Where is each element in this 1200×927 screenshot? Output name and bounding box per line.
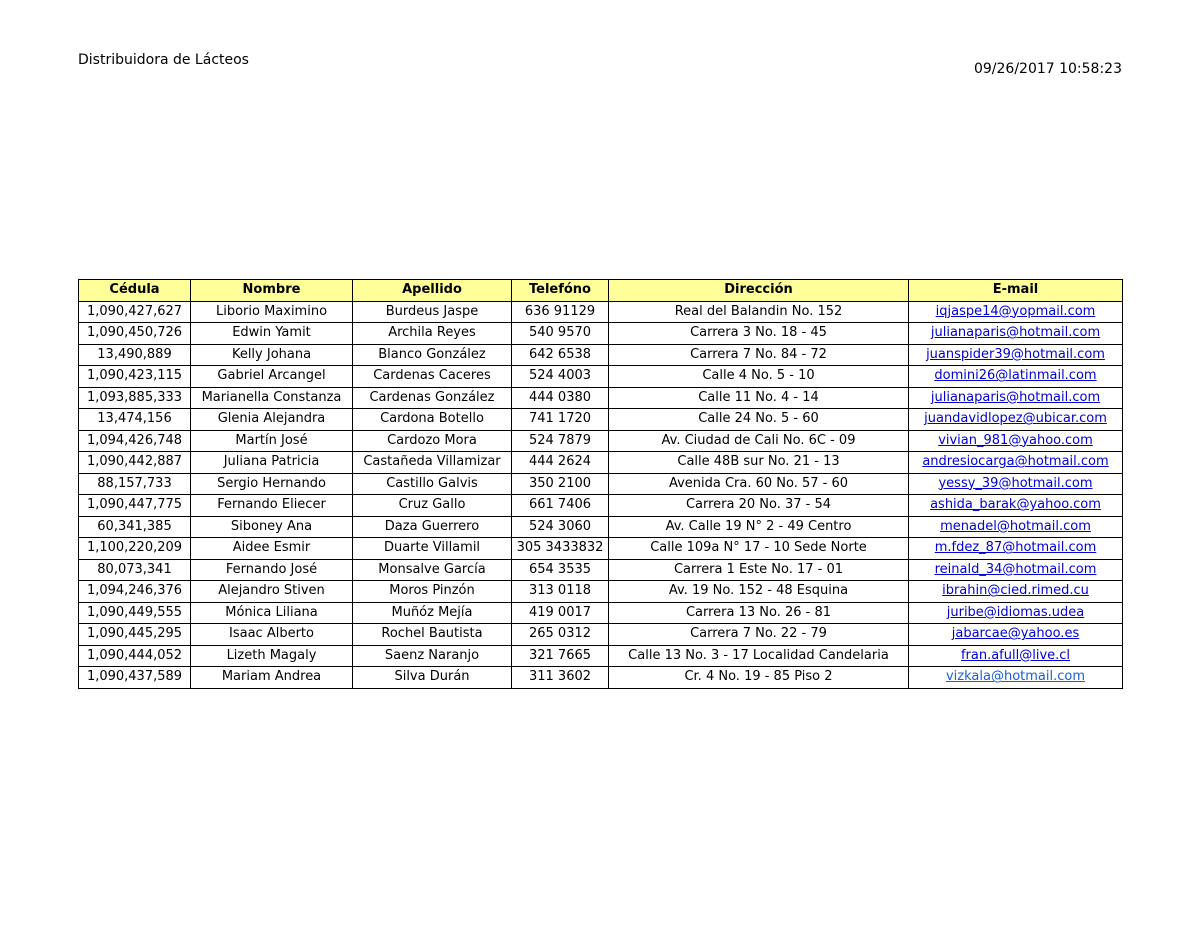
telefono-cell: 654 3535 [512, 559, 609, 581]
table-row [79, 667, 1123, 689]
column-header-email: E-mail [909, 280, 1123, 302]
nombre-cell: Alejandro Stiven [191, 581, 353, 603]
direccion-cell: Carrera 3 No. 18 - 45 [609, 323, 909, 345]
table-row [79, 538, 1123, 560]
nombre-cell: Isaac Alberto [191, 624, 353, 646]
nombre-cell: Fernando José [191, 559, 353, 581]
apellido-cell: Castañeda Villamizar [353, 452, 512, 474]
table-row [79, 624, 1123, 646]
table-row [79, 473, 1123, 495]
column-header-apellido: Apellido [353, 280, 512, 302]
apellido-cell: Archila Reyes [353, 323, 512, 345]
direccion-cell: Calle 4 No. 5 - 10 [609, 366, 909, 388]
column-header-cedula: Cédula [79, 280, 191, 302]
cedula-cell: 1,090,427,627 [79, 301, 191, 323]
print-timestamp: 09/26/2017 10:58:23 [973, 61, 1122, 77]
apellido-cell: Cardozo Mora [353, 430, 512, 452]
telefono-cell: 350 2100 [512, 473, 609, 495]
telefono-cell: 444 2624 [512, 452, 609, 474]
column-header-direccion: Dirección [609, 280, 909, 302]
table-row [79, 602, 1123, 624]
telefono-cell: 636 91129 [512, 301, 609, 323]
direccion-cell: Calle 24 No. 5 - 60 [609, 409, 909, 431]
nombre-cell: Glenia Alejandra [191, 409, 353, 431]
table-row [79, 581, 1123, 603]
telefono-cell: 661 7406 [512, 495, 609, 517]
nombre-cell: Sergio Hernando [191, 473, 353, 495]
table-row [79, 301, 1123, 323]
cedula-cell: 13,474,156 [79, 409, 191, 431]
cedula-cell: 13,490,889 [79, 344, 191, 366]
nombre-cell: Lizeth Magaly [191, 645, 353, 667]
telefono-cell: 311 3602 [512, 667, 609, 689]
column-header-telefono: Telefóno [512, 280, 609, 302]
apellido-cell: Cruz Gallo [353, 495, 512, 517]
nombre-cell: Edwin Yamit [191, 323, 353, 345]
cedula-cell: 1,090,442,887 [79, 452, 191, 474]
cedula-cell: 1,093,885,333 [79, 387, 191, 409]
direccion-cell: Calle 13 No. 3 - 17 Localidad Candelaria [609, 645, 909, 667]
apellido-cell: Cardenas González [353, 387, 512, 409]
nombre-cell: Siboney Ana [191, 516, 353, 538]
telefono-cell: 313 0118 [512, 581, 609, 603]
apellido-cell: Silva Durán [353, 667, 512, 689]
email-link[interactable]: vivian_981@yahoo.com [909, 430, 1123, 452]
email-link[interactable]: iqjaspe14@yopmail.com [909, 301, 1123, 323]
cedula-cell: 80,073,341 [79, 559, 191, 581]
cedula-cell: 1,090,445,295 [79, 624, 191, 646]
header-row [79, 280, 1123, 302]
nombre-cell: Mariam Andrea [191, 667, 353, 689]
direccion-cell: Real del Balandin No. 152 [609, 301, 909, 323]
direccion-cell: Av. Calle 19 N° 2 - 49 Centro [609, 516, 909, 538]
direccion-cell: Calle 11 No. 4 - 14 [609, 387, 909, 409]
direccion-cell: Av. Ciudad de Cali No. 6C - 09 [609, 430, 909, 452]
email-link[interactable]: ashida_barak@yahoo.com [909, 495, 1123, 517]
email-link[interactable]: menadel@hotmail.com [909, 516, 1123, 538]
direccion-cell: Carrera 13 No. 26 - 81 [609, 602, 909, 624]
cedula-cell: 1,090,437,589 [79, 667, 191, 689]
email-link[interactable]: juribe@idiomas.udea [909, 602, 1123, 624]
apellido-cell: Burdeus Jaspe [353, 301, 512, 323]
apellido-cell: Saenz Naranjo [353, 645, 512, 667]
apellido-cell: Duarte Villamil [353, 538, 512, 560]
cedula-cell: 1,094,426,748 [79, 430, 191, 452]
table-row [79, 495, 1123, 517]
nombre-cell: Fernando Eliecer [191, 495, 353, 517]
nombre-cell: Liborio Maximino [191, 301, 353, 323]
table-row [79, 344, 1123, 366]
email-link[interactable]: domini26@latinmail.com [909, 366, 1123, 388]
cedula-cell: 1,090,444,052 [79, 645, 191, 667]
table-row [79, 516, 1123, 538]
apellido-cell: Muñóz Mejía [353, 602, 512, 624]
telefono-cell: 321 7665 [512, 645, 609, 667]
apellido-cell: Cardenas Caceres [353, 366, 512, 388]
apellido-cell: Cardona Botello [353, 409, 512, 431]
direccion-cell: Avenida Cra. 60 No. 57 - 60 [609, 473, 909, 495]
table-body [79, 301, 1123, 688]
email-link[interactable]: jabarcae@yahoo.es [909, 624, 1123, 646]
cedula-cell: 1,090,449,555 [79, 602, 191, 624]
telefono-cell: 265 0312 [512, 624, 609, 646]
telefono-cell: 305 3433832 [512, 538, 609, 560]
direccion-cell: Calle 109a N° 17 - 10 Sede Norte [609, 538, 909, 560]
contacts-table [78, 279, 1123, 689]
telefono-cell: 524 4003 [512, 366, 609, 388]
table-row [79, 452, 1123, 474]
telefono-cell: 444 0380 [512, 387, 609, 409]
nombre-cell: Marianella Constanza [191, 387, 353, 409]
nombre-cell: Kelly Johana [191, 344, 353, 366]
cedula-cell: 88,157,733 [79, 473, 191, 495]
email-link[interactable]: m.fdez_87@hotmail.com [909, 538, 1123, 560]
telefono-cell: 419 0017 [512, 602, 609, 624]
cedula-cell: 1,100,220,209 [79, 538, 191, 560]
telefono-cell: 741 1720 [512, 409, 609, 431]
direccion-cell: Carrera 1 Este No. 17 - 01 [609, 559, 909, 581]
email-link[interactable]: vizkala@hotmail.com [909, 667, 1123, 689]
email-link[interactable]: juandavidlopez@ubicar.com [909, 409, 1123, 431]
column-header-nombre: Nombre [191, 280, 353, 302]
direccion-cell: Carrera 7 No. 84 - 72 [609, 344, 909, 366]
email-link[interactable]: julianaparis@hotmail.com [909, 323, 1123, 345]
nombre-cell: Martín José [191, 430, 353, 452]
email-link[interactable]: reinald_34@hotmail.com [909, 559, 1123, 581]
apellido-cell: Blanco González [353, 344, 512, 366]
company-name: Distribuidora de Lácteos [78, 52, 249, 68]
table-row [79, 387, 1123, 409]
apellido-cell: Rochel Bautista [353, 624, 512, 646]
apellido-cell: Monsalve García [353, 559, 512, 581]
table-row [79, 430, 1123, 452]
email-link[interactable]: fran.afull@live.cl [909, 645, 1123, 667]
email-link[interactable]: juanspider39@hotmail.com [909, 344, 1123, 366]
cedula-cell: 60,341,385 [79, 516, 191, 538]
direccion-cell: Calle 48B sur No. 21 - 13 [609, 452, 909, 474]
email-link[interactable]: yessy_39@hotmail.com [909, 473, 1123, 495]
direccion-cell: Cr. 4 No. 19 - 85 Piso 2 [609, 667, 909, 689]
direccion-cell: Carrera 7 No. 22 - 79 [609, 624, 909, 646]
apellido-cell: Moros Pinzón [353, 581, 512, 603]
email-link[interactable]: julianaparis@hotmail.com [909, 387, 1123, 409]
email-link[interactable]: andresiocarga@hotmail.com [909, 452, 1123, 474]
email-link[interactable]: ibrahin@cied.rimed.cu [909, 581, 1123, 603]
apellido-cell: Daza Guerrero [353, 516, 512, 538]
nombre-cell: Aidee Esmir [191, 538, 353, 560]
apellido-cell: Castillo Galvis [353, 473, 512, 495]
table-row [79, 409, 1123, 431]
cedula-cell: 1,094,246,376 [79, 581, 191, 603]
direccion-cell: Av. 19 No. 152 - 48 Esquina [609, 581, 909, 603]
telefono-cell: 642 6538 [512, 344, 609, 366]
nombre-cell: Gabriel Arcangel [191, 366, 353, 388]
cedula-cell: 1,090,423,115 [79, 366, 191, 388]
telefono-cell: 540 9570 [512, 323, 609, 345]
telefono-cell: 524 7879 [512, 430, 609, 452]
nombre-cell: Mónica Liliana [191, 602, 353, 624]
table-row [79, 645, 1123, 667]
table-row [79, 366, 1123, 388]
table-row [79, 323, 1123, 345]
nombre-cell: Juliana Patricia [191, 452, 353, 474]
telefono-cell: 524 3060 [512, 516, 609, 538]
table-row [79, 559, 1123, 581]
direccion-cell: Carrera 20 No. 37 - 54 [609, 495, 909, 517]
cedula-cell: 1,090,450,726 [79, 323, 191, 345]
cedula-cell: 1,090,447,775 [79, 495, 191, 517]
